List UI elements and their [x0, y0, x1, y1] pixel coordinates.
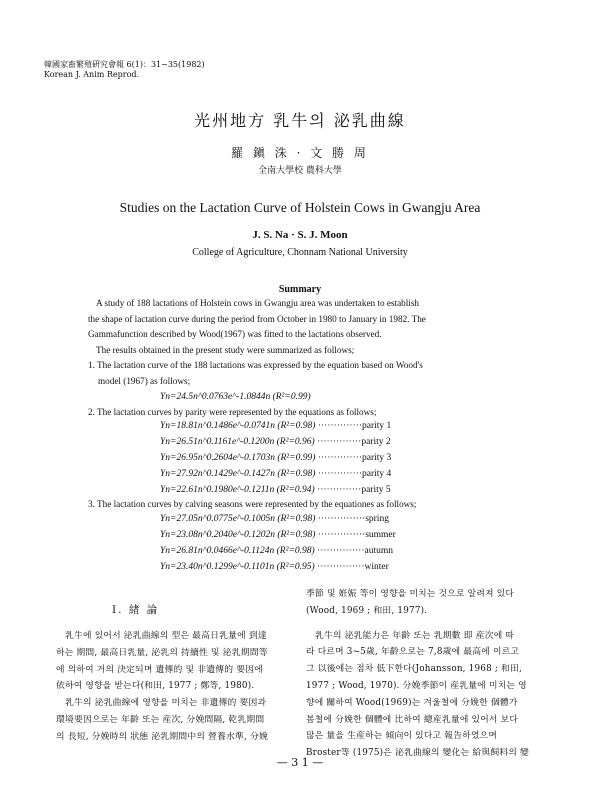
body-line: (Wood, 1969 ; 和田, 1977).: [306, 605, 428, 616]
korean-affiliation: 全南大學校 農科大學: [258, 166, 342, 176]
equation: Yn=18.81n^0.1486e^-0.0741n (R²=0.98): [160, 421, 316, 431]
parity-label: ··············parity 3: [317, 453, 392, 463]
parity-label: ··············parity 1: [317, 421, 392, 431]
season-equation-row: [160, 530, 396, 540]
parity-label: ··············parity 5: [317, 485, 391, 495]
season-label: ···············winter: [317, 562, 389, 572]
equation: Yn=23.40n^0.1299e^-0.1101n (R²=0.95): [160, 562, 315, 572]
season-equation-row: [160, 514, 389, 524]
body-line: Broster等 (1975)은 泌乳曲線의 變化는 給與飼料의 變: [306, 748, 530, 759]
body-line: 에 의하여 거의 決定되며 遺傳的 및 非遺傳的 要因에: [56, 664, 263, 675]
summary-heading: Summary: [278, 284, 322, 295]
body-line: 乳牛의 泌乳能力은 年齡 또는 乳期數 即 産次에 따: [315, 630, 515, 641]
result-item-2: 2. The lactation curves by parity were represented by the equations as follows;: [88, 407, 377, 417]
body-line: 봄철에 分娩한 個體에 比하여 總産乳量에 있어서 보다: [306, 714, 519, 725]
section-heading: Ⅰ. 緖 論: [112, 604, 160, 616]
body-line: 1977 ; Wood, 1970). 分娩季節이 産乳量에 미치는 영: [306, 680, 527, 691]
season-label: ···············autumn: [317, 546, 393, 556]
journal-citation: [44, 60, 205, 80]
body-line: 그 以後에는 점차 低下한다(Johansson, 1968 ; 和田,: [306, 664, 523, 675]
parity-equation-row: [160, 437, 391, 447]
body-line: 乳牛에 있어서 泌乳曲線의 型은 最高日乳量에 到達: [65, 631, 267, 641]
english-title: Studies on the Lactation Curve of Holstein Cows in Gwangju Area: [119, 200, 481, 215]
journal-line-english: Korean J. Anim Reprod.: [44, 70, 140, 79]
equation: Yn=26.51n^0.1161e^-0.1200n (R²=0.96): [160, 437, 315, 447]
season-label: ···············spring: [317, 514, 389, 524]
parity-equation-row: [160, 453, 391, 463]
equation-overall: Yn=24.5n^0.0763e^-1.0844n (R²=0.99): [160, 392, 311, 402]
body-line: 라 다르며 3~5歲, 年齡으로는 7,8歲에 最高에 이르고: [306, 647, 520, 658]
journal-line-korean: 韓國家畜繁殖硏究會報 6(1)：31~35(1982): [44, 60, 205, 69]
right-column: [306, 586, 552, 762]
result-item-1: [88, 358, 538, 389]
paragraph-gap: [306, 620, 552, 628]
equation: Yn=27.92n^0.1429e^-0.1427n (R²=0.98): [160, 469, 316, 479]
body-line: 季節 및 姙娠 等이 영향을 미치는 것으로 알려져 있다: [306, 589, 515, 599]
summary-line: the shape of lactation curve during the period from October in 1980 to January in 1982. The: [88, 313, 426, 324]
equation: Yn=22.61n^0.1980e^-0.1211n (R²=0.94): [160, 485, 315, 495]
summary-line: Gammafunction described by Wood(1967) was fitted to the lactations observed.: [88, 329, 382, 339]
korean-authors: 羅 鎭 洙 · 文 勝 周: [231, 146, 369, 160]
body-line: 향에 關하여 Wood(1969)는 겨울철에 分娩한 個體가: [306, 697, 518, 708]
parity-equation-row: [160, 469, 391, 479]
equation: Yn=26.95n^0.2604e^-0.1703n (R²=0.99): [160, 453, 316, 463]
korean-title: 光州地方 乳牛의 泌乳曲線: [194, 111, 406, 130]
summary-line: A study of 188 lactations of Holstein cows in Gwangju area was undertaken to establish: [96, 298, 420, 308]
body-line: 依하여 영향을 받는다(和田, 1977 ; 鄭等, 1980).: [56, 681, 255, 692]
season-label: ···············summer: [317, 530, 396, 540]
equation: Yn=26.81n^0.0466e^-0.1124n (R²=0.98): [160, 546, 315, 556]
left-column: [56, 628, 296, 746]
equation: Yn=23.08n^0.2040e^-0.1202n (R²=0.98): [160, 530, 316, 540]
summary-paragraph-1: [88, 296, 528, 358]
parity-equation-row: [160, 485, 391, 495]
body-line: 環境要因으로는 年齡 또는 産次, 分娩間隔, 乾乳期間: [56, 714, 265, 725]
body-line: 많은 量을 生産하는 傾向이 있다고 報告하였으며: [306, 731, 498, 742]
summary-results-intro: The results obtained in the present study were summarized as follows;: [96, 344, 355, 355]
parity-label: ··············parity 4: [317, 469, 392, 479]
parity-equation-row: [160, 421, 391, 431]
equation: Yn=27.05n^0.0775e^-0.1005n (R²=0.98): [160, 514, 316, 524]
item-text: 1. The lactation curve of the 188 lactations was expressed by the equation based on Wood's: [88, 360, 423, 370]
body-line: 하는 期間, 最高日乳量, 泌乳의 持續性 및 泌乳期間等: [56, 647, 268, 658]
english-authors: J. S. Na · S. J. Moon: [252, 229, 348, 241]
item-text: model (1967) as follows;: [98, 375, 191, 386]
result-item-3: 3. The lactation curves by calving seasons were represented by the equationes as follows;: [88, 499, 417, 509]
page-number: — 3 1 —: [276, 756, 324, 769]
season-equation-row: [160, 546, 393, 556]
body-line: 乳牛의 泌乳曲線에 영향을 미치는 非遺傳的 要因과: [65, 698, 267, 709]
english-affiliation: College of Agriculture, Chonnam National University: [192, 247, 408, 258]
season-equation-row: [160, 562, 389, 572]
parity-label: ··············parity 2: [317, 437, 391, 447]
body-line: 의 長短, 分娩時의 狀態 泌乳期間中의 營養水準, 分娩: [56, 731, 269, 742]
